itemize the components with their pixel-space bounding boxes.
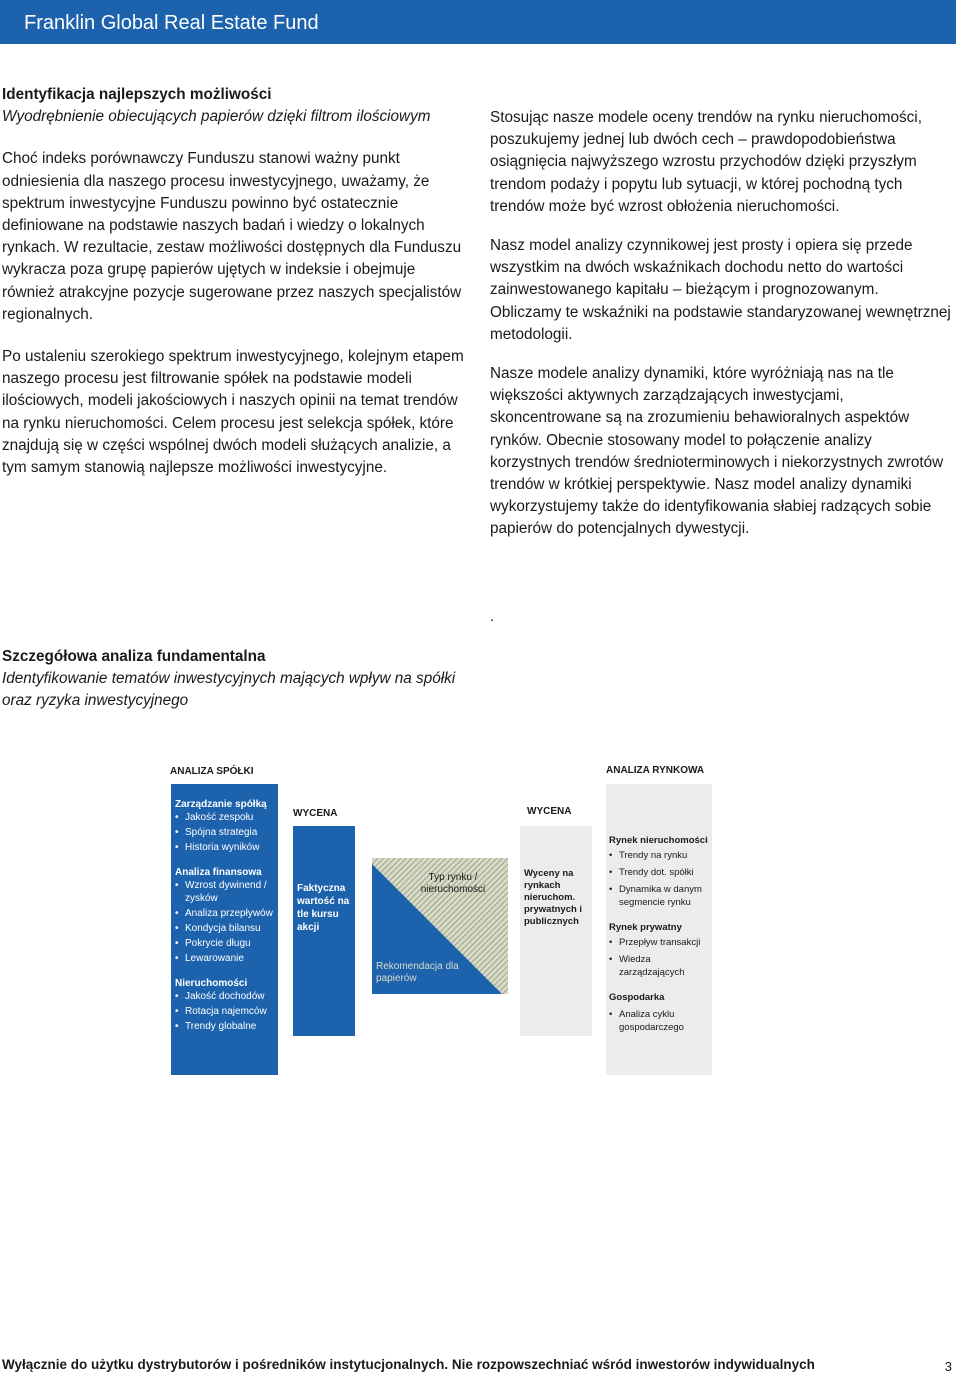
section-2-heading-block: [2, 646, 472, 713]
page-number: 3: [944, 1359, 952, 1374]
list-item: • Trendy globalne: [175, 1020, 274, 1033]
group-economy: [609, 991, 709, 1034]
list-item: • Historia wyników: [175, 841, 274, 854]
group-title: Gospodarka: [609, 992, 665, 1003]
group-real-estate: [175, 977, 274, 1033]
paragraph: Nasz model analizy czynnikowej jest prosty i opiera się przede wszystkim na dwóch wskaźnikach dochodu netto do wartości zainwestowanego kapitału – bieżącym i prognozowanym. Obliczamy te wskaźniki na podstawie standaryzowanej wewnętrznej metodologii.: [490, 237, 951, 343]
paragraph: Choć indeks porównawczy Funduszu stanowi ważny punkt odniesienia dla naszego procesu inwestycyjnego, uważamy, że spektrum inwestycyjne Funduszu powinno być ostatecznie definiowane na podstawie naszych badań i wiedzy o lokalnych rynkach. W rezultacie, zestaw możliwości dostępnych dla Funduszu wykracza poza grupę papierów ujętych w indeksie i obejmuje również atrakcyjne pozycje sugerowane przez naszych specjalistów regionalnych.: [2, 150, 462, 323]
right-column: [490, 107, 952, 558]
group-title: Zarządzanie spółką: [175, 799, 267, 810]
list-item: • Przepływ transakcji: [609, 936, 709, 949]
group-management: [175, 798, 274, 854]
valuation-label-left: WYCENA: [293, 808, 338, 819]
group-finance: [175, 866, 274, 965]
list-item: • Spójna strategia: [175, 826, 274, 839]
group-title: Rynek prywatny: [609, 922, 682, 933]
list-item: • Jakość zespołu: [175, 811, 274, 824]
paragraph: Nasze modele analizy dynamiki, które wyróżniają nas na tle większości aktywnych zarządzających inwestycjami, skoncentrowane są na zrozumieniu behawioralnych aspektów rynków. Obecnie stosowany model to połączenie analizy korzystnych trendów średnioterminowych i niekorzystnych zwrotów trendów w krótkiej perspektywie. Nasz model analizy dynamiki wykorzystujemy także do identyfikowania słabiej radzących sobie papierów do potencjalnych dywestycji.: [490, 365, 944, 538]
paragraph: Po ustaleniu szerokiego spektrum inwestycyjnego, kolejnym etapem naszego procesu jest filtrowanie spółek na podstawie modeli ilościowych, modeli jakościowych i naszych opinii na temat trendów na rynku nieruchomości. Celem procesu jest selekcja spółek, które znajdują się w części wspólnej dwóch modeli służących analizie, a tym samym stanowią najlepsze możliwości inwestycyjne.: [2, 348, 464, 477]
market-valuation-box: Wyceny na rynkach nieruchom. prywatnych i publicznych: [520, 826, 592, 1036]
stray-dot: .: [490, 608, 495, 625]
section-subheading: Identyfikowanie tematów inwestycyjnych mających wpływ na spółki oraz ryzyka inwestycyjnego: [2, 670, 456, 710]
list-item: • Analiza przepływów: [175, 907, 274, 920]
group-title: Analiza finansowa: [175, 867, 262, 878]
list-item: • Jakość dochodów: [175, 990, 274, 1003]
footer-disclaimer: Wyłącznie do użytku dystrybutorów i pośredników instytucjonalnych. Nie rozpowszechniać wśród inwestorów indywidualnych: [2, 1357, 815, 1372]
market-analysis-box: [606, 784, 712, 1075]
list-item: • Rotacja najemców: [175, 1005, 274, 1018]
triangle-bottom-label: [376, 961, 466, 985]
list-item: • Pokrycie długu: [175, 937, 274, 950]
section-heading: Szczegółowa analiza fundamentalna: [2, 648, 266, 665]
valuation-label-right: WYCENA: [527, 806, 572, 817]
paragraph: Stosując nasze modele oceny trendów na rynku nieruchomości, poszukujemy jednej lub dwóch cech – prawdopodobieństwa osiągnięcia najwyższego wzrostu przychodów dzięki przyszłym trendom podaży i popytu lub sytuacji, w której pochodną tych trendów może być wzrost obłożenia nieruchomości.: [490, 109, 922, 215]
label-company-analysis: ANALIZA SPÓŁKI: [170, 766, 254, 777]
group-real-estate-market: [609, 834, 709, 909]
list-item: • Wiedza zarządzających: [609, 953, 709, 979]
fund-title: Franklin Global Real Estate Fund: [24, 12, 319, 34]
list-item: • Trendy dot. spółki: [609, 866, 709, 879]
company-analysis-box: [171, 784, 278, 1075]
triangle-top-label: Typ rynku / nieruchomości: [420, 872, 486, 895]
document-header: [0, 0, 956, 44]
group-private-market: [609, 921, 709, 979]
list-item: • Kondycja bilansu: [175, 922, 274, 935]
group-title: Rynek nieruchomości: [609, 835, 708, 846]
valuation-box: Faktyczna wartość na tle kursu akcji: [293, 826, 355, 1036]
list-item: • Lewarowanie: [175, 952, 274, 965]
section-subheading: Wyodrębnienie obiecujących papierów dzięki filtrom ilościowym: [2, 108, 431, 126]
recommendation-text: Rekomendacja dla papierów: [376, 961, 459, 984]
group-title: Nieruchomości: [175, 978, 248, 989]
list-item: • Trendy na rynku: [609, 849, 709, 862]
label-market-analysis: ANALIZA RYNKOWA: [606, 765, 705, 776]
list-item: • Wzrost dywinend / zysków: [175, 879, 274, 905]
section-heading: Identyfikacja najlepszych możliwości: [2, 86, 272, 103]
left-column: [2, 84, 472, 499]
list-item: • Analiza cyklu gospodarczego: [609, 1008, 709, 1034]
list-item: • Dynamika w danym segmencie rynku: [609, 883, 709, 909]
